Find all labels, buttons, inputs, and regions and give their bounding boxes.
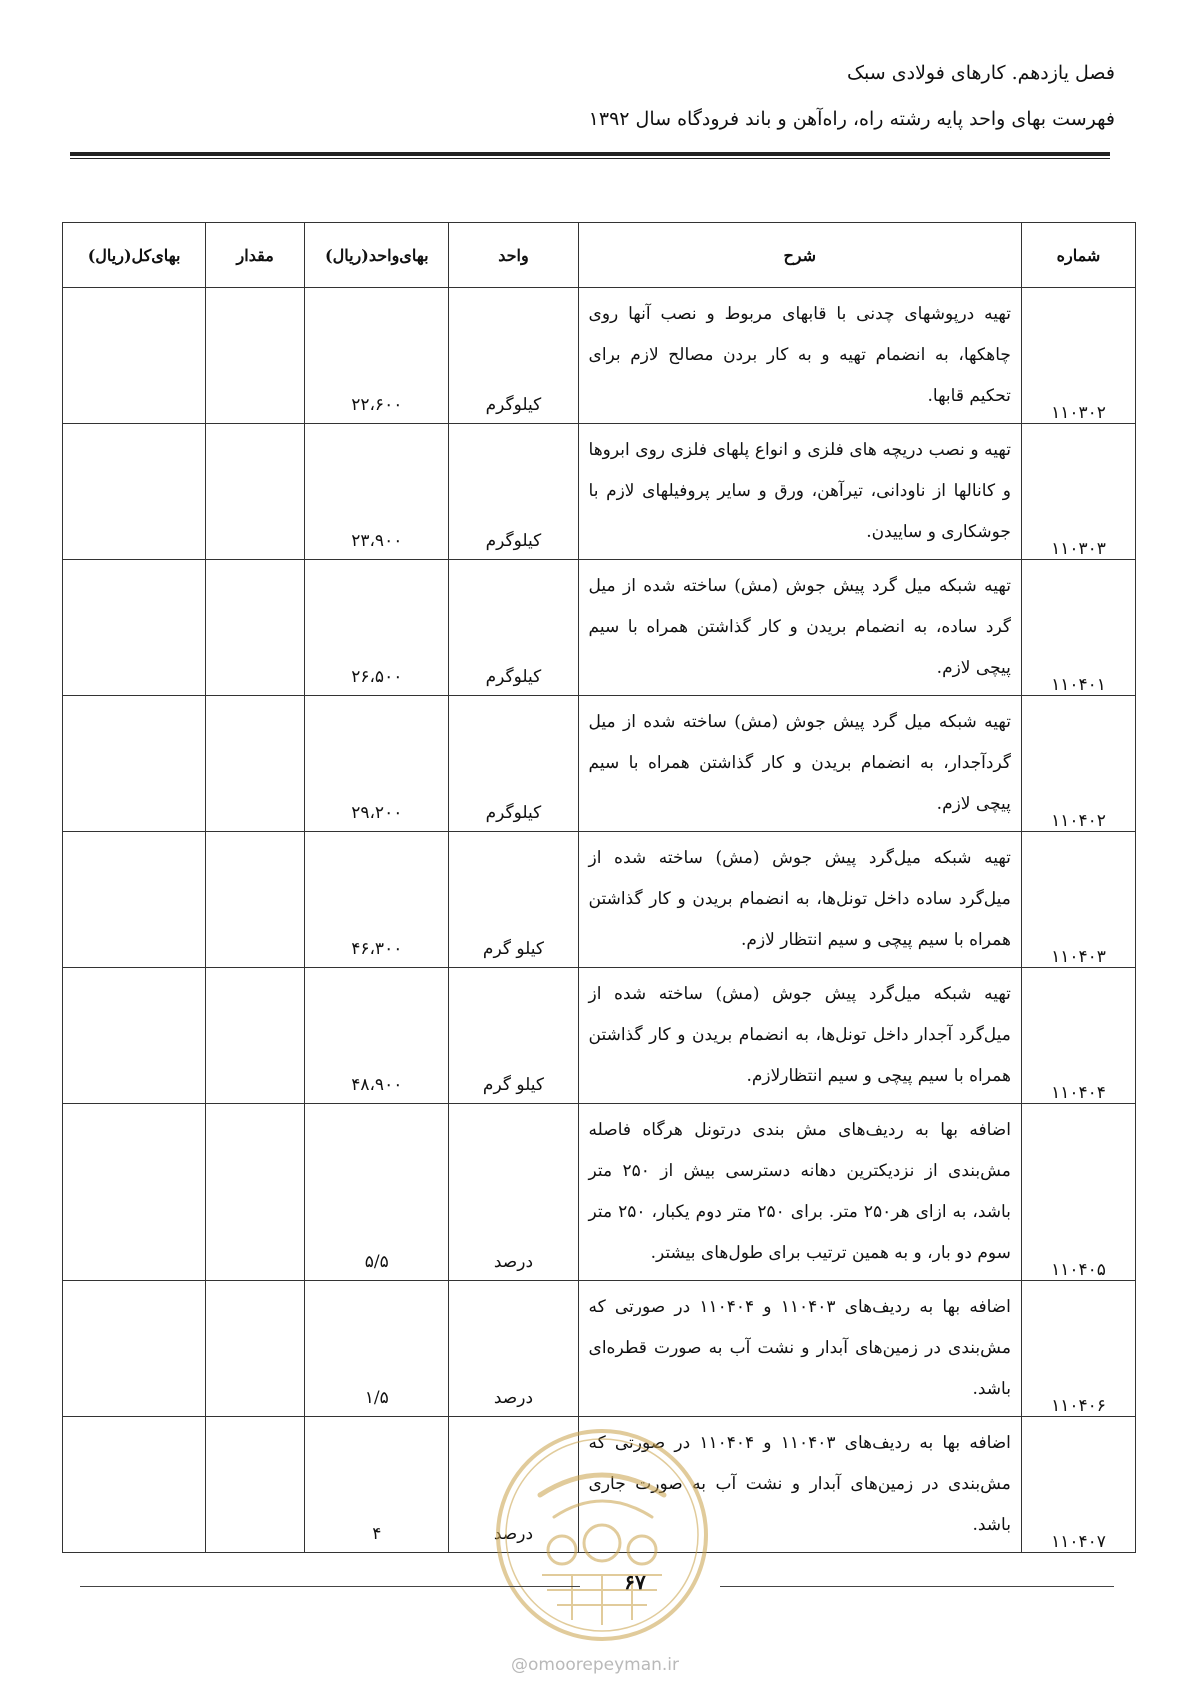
item-quantity xyxy=(206,1281,305,1417)
item-quantity xyxy=(206,696,305,832)
item-code: ۱۱۰۴۰۴ xyxy=(1021,968,1135,1104)
item-description: تهیه شبکه میل گرد پیش جوش (مش) ساخته شده از میل گردآجدار، به انضمام بریدن و کار گذاشتن همراه با سیم پیچی لازم. xyxy=(578,696,1021,832)
item-description: اضافه بها به ردیف‌های ۱۱۰۴۰۳ و ۱۱۰۴۰۴ در صورتی که مش‌بندی در زمین‌های آبدار و نشت آب به صورت جاری باشد. xyxy=(578,1417,1021,1553)
item-code: ۱۱۰۴۰۵ xyxy=(1021,1104,1135,1281)
table-row xyxy=(63,424,1136,560)
item-unit-price: ۲۲،۶۰۰ xyxy=(305,288,449,424)
item-unit-price: ۱/۵ xyxy=(305,1281,449,1417)
item-description: تهیه و نصب دریچه های فلزی و انواع پلهای فلزی روی ابروها و کانالها از ناودانی، تیرآهن، ورق و سایر پروفیلهای لازم با جوشکاری و ساییدن. xyxy=(578,424,1021,560)
header-total-price: بهای‌کل(ریال) xyxy=(63,223,206,288)
item-quantity xyxy=(206,1417,305,1553)
price-table xyxy=(62,222,1136,1553)
item-unit: کیلوگرم xyxy=(449,560,578,696)
item-code: ۱۱۰۴۰۶ xyxy=(1021,1281,1135,1417)
table-row xyxy=(63,1281,1136,1417)
page-number: ۶۷ xyxy=(624,1570,646,1594)
item-unit-price: ۲۹،۲۰۰ xyxy=(305,696,449,832)
item-description: تهیه شبکه میل گرد پیش جوش (مش) ساخته شده از میل گرد ساده، به انضمام بریدن و کار گذاشتن همراه با سیم پیچی لازم. xyxy=(578,560,1021,696)
item-unit: درصد xyxy=(449,1281,578,1417)
item-description: اضافه بها به ردیف‌های مش بندی درتونل هرگاه فاصله مش‌بندی از نزدیکترین دهانه دسترسی بیش از ۲۵۰ متر باشد، به ازای هر۲۵۰ متر. برای ۲۵۰ متر دوم یکبار، ۲۵۰ متر سوم دو بار، و به همین ترتیب برای طول‌های بیشتر. xyxy=(578,1104,1021,1281)
item-unit-price: ۲۶،۵۰۰ xyxy=(305,560,449,696)
table-row xyxy=(63,832,1136,968)
item-unit-price: ۴۶،۳۰۰ xyxy=(305,832,449,968)
footer-rule-right xyxy=(720,1586,1114,1587)
item-unit-price: ۴ xyxy=(305,1417,449,1553)
footer-rule-left xyxy=(80,1586,580,1587)
item-total xyxy=(63,968,206,1104)
table-row xyxy=(63,288,1136,424)
table-row xyxy=(63,560,1136,696)
item-total xyxy=(63,832,206,968)
table-row xyxy=(63,696,1136,832)
seal-logo xyxy=(492,1425,712,1645)
header-description: شرح xyxy=(578,223,1021,288)
item-unit-price: ۲۳،۹۰۰ xyxy=(305,424,449,560)
item-quantity xyxy=(206,968,305,1104)
item-unit: کیلوگرم xyxy=(449,288,578,424)
item-total xyxy=(63,1417,206,1553)
chapter-title: فصل یازدهم. کارهای فولادی سبک xyxy=(847,62,1115,84)
item-unit: کیلوگرم xyxy=(449,696,578,832)
item-unit: کیلوگرم xyxy=(449,424,578,560)
item-code: ۱۱۰۴۰۷ xyxy=(1021,1417,1135,1553)
item-unit-price: ۴۸،۹۰۰ xyxy=(305,968,449,1104)
watermark-text: @omoorepeyman.ir xyxy=(510,1655,680,1675)
page-header xyxy=(75,58,1115,134)
item-description: تهیه شبکه میل‌گرد پیش جوش (مش) ساخته شده از میل‌گرد آجدار داخل تونل‌ها، به انضمام بریدن و کار گذاشتن همراه با سیم پیچی و سیم انتظارلازم. xyxy=(578,968,1021,1104)
item-total xyxy=(63,696,206,832)
item-description: تهیه درپوشهای چدنی با قابهای مربوط و نصب آنها روی چاهکها، به انضمام تهیه و به کار بردن مصالح لازم برای تحکیم قابها. xyxy=(578,288,1021,424)
header-rule-thin xyxy=(70,158,1110,159)
item-unit: درصد xyxy=(449,1417,578,1553)
item-total xyxy=(63,1281,206,1417)
item-quantity xyxy=(206,288,305,424)
header-unit-price: بهای‌واحد(ریال) xyxy=(305,223,449,288)
header-quantity: مقدار xyxy=(206,223,305,288)
header-code: شماره xyxy=(1021,223,1135,288)
item-quantity xyxy=(206,832,305,968)
table-header-row xyxy=(63,223,1136,288)
item-total xyxy=(63,560,206,696)
item-code: ۱۱۰۳۰۲ xyxy=(1021,288,1135,424)
item-total xyxy=(63,424,206,560)
item-unit: کیلو گرم xyxy=(449,832,578,968)
item-total xyxy=(63,288,206,424)
item-total xyxy=(63,1104,206,1281)
item-description: تهیه شبکه میل‌گرد پیش جوش (مش) ساخته شده از میل‌گرد ساده داخل تونل‌ها، به انضمام بریدن و کار گذاشتن همراه با سیم پیچی و سیم انتظار لازم. xyxy=(578,832,1021,968)
item-unit: کیلو گرم xyxy=(449,968,578,1104)
item-quantity xyxy=(206,1104,305,1281)
item-code: ۱۱۰۴۰۲ xyxy=(1021,696,1135,832)
item-quantity xyxy=(206,560,305,696)
item-code: ۱۱۰۳۰۳ xyxy=(1021,424,1135,560)
header-rule-thick xyxy=(70,152,1110,156)
item-unit: درصد xyxy=(449,1104,578,1281)
header-unit: واحد xyxy=(449,223,578,288)
item-quantity xyxy=(206,424,305,560)
item-description: اضافه بها به ردیف‌های ۱۱۰۴۰۳ و ۱۱۰۴۰۴ در صورتی که مش‌بندی در زمین‌های آبدار و نشت آب به صورت قطره‌ای باشد. xyxy=(578,1281,1021,1417)
table-row xyxy=(63,1104,1136,1281)
item-unit-price: ۵/۵ xyxy=(305,1104,449,1281)
item-code: ۱۱۰۴۰۳ xyxy=(1021,832,1135,968)
item-code: ۱۱۰۴۰۱ xyxy=(1021,560,1135,696)
table-row xyxy=(63,968,1136,1104)
document-subtitle: فهرست بهای واحد پایه رشته راه، راه‌آهن و باند فرودگاه سال ۱۳۹۲ xyxy=(588,108,1115,130)
